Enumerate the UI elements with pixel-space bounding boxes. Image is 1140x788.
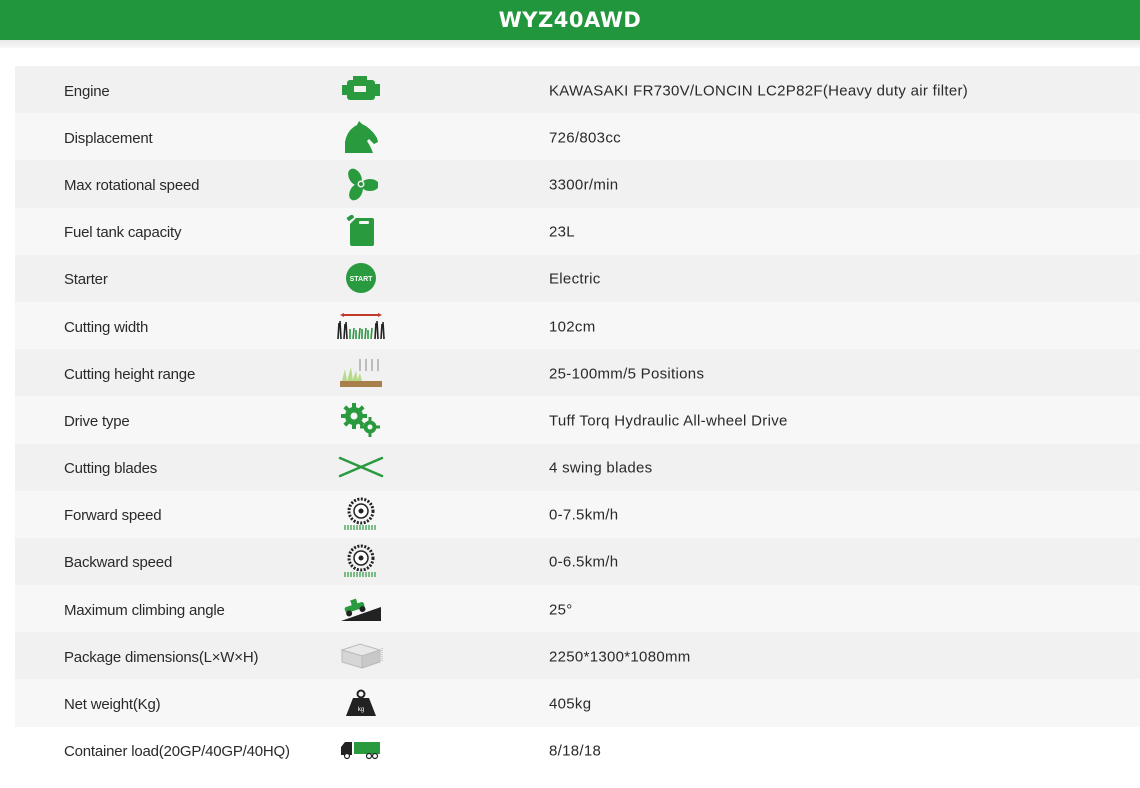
spec-row-max-rotational-speed xyxy=(15,160,1140,207)
spec-label: Container load(20GP/40GP/40HQ) xyxy=(64,743,290,761)
spec-value: Electric xyxy=(549,270,601,288)
spec-label: Cutting blades xyxy=(64,460,158,478)
spec-label: Drive type xyxy=(64,413,130,431)
spec-value: Tuff Torq Hydraulic All-wheel Drive xyxy=(549,412,788,430)
spec-table xyxy=(15,66,1140,774)
spec-value: 25° xyxy=(549,601,573,619)
truck-icon xyxy=(336,733,386,767)
weight-icon xyxy=(336,686,386,720)
spec-value: 0-7.5km/h xyxy=(549,506,619,524)
spec-row-package-dimensions xyxy=(15,632,1140,679)
spec-label: Net weight(Kg) xyxy=(64,696,161,714)
spec-row-displacement xyxy=(15,113,1140,160)
start-icon-text: START xyxy=(349,276,373,284)
spec-value: 102cm xyxy=(549,317,596,335)
spec-value: 726/803cc xyxy=(549,129,621,147)
spec-label: Cutting width xyxy=(64,318,149,336)
header-divider xyxy=(0,40,1140,48)
spec-row-fuel-tank-capacity xyxy=(15,208,1140,255)
spec-value: 8/18/18 xyxy=(549,742,602,760)
spec-label: Forward speed xyxy=(64,507,162,525)
start-button-icon xyxy=(336,261,386,295)
spec-row-cutting-blades xyxy=(15,444,1140,491)
spec-row-net-weight xyxy=(15,679,1140,726)
spec-row-starter xyxy=(15,255,1140,302)
spec-value: 2250*1300*1080mm xyxy=(549,648,691,666)
spec-label: Backward speed xyxy=(64,554,173,572)
spec-row-cutting-width xyxy=(15,302,1140,349)
engine-icon xyxy=(336,73,386,107)
spec-row-forward-speed xyxy=(15,491,1140,538)
spec-row-container-load xyxy=(15,727,1140,774)
spec-label: Starter xyxy=(64,271,108,289)
cutting-width-icon xyxy=(336,309,386,343)
spec-value: 3300r/min xyxy=(549,176,619,194)
slope-mower-icon xyxy=(336,592,386,626)
fan-icon xyxy=(336,167,386,201)
gears-icon xyxy=(336,403,386,437)
spec-row-cutting-height-range xyxy=(15,349,1140,396)
spec-value: 25-100mm/5 Positions xyxy=(549,365,705,383)
spec-label: Max rotational speed xyxy=(64,177,200,195)
crossed-blades-icon xyxy=(336,450,386,484)
spec-value: 0-6.5km/h xyxy=(549,553,619,571)
spec-row-drive-type xyxy=(15,396,1140,443)
fuel-can-icon xyxy=(336,214,386,248)
spec-value: 4 swing blades xyxy=(549,459,653,477)
spec-label: Engine xyxy=(64,82,110,100)
page-title: WYZ40AWD xyxy=(498,8,642,32)
spec-value: 23L xyxy=(549,223,575,241)
header-bar xyxy=(0,0,1140,40)
spec-label: Maximum climbing angle xyxy=(64,601,225,619)
tire-backward-icon xyxy=(336,544,386,578)
grass-height-icon xyxy=(336,356,386,390)
spec-row-engine xyxy=(15,66,1140,113)
weight-icon-text: kg xyxy=(357,707,365,714)
spec-value: KAWASAKI FR730V/LONCIN LC2P82F(Heavy duty air filter) xyxy=(549,81,969,99)
spec-row-backward-speed xyxy=(15,538,1140,585)
spec-label: Cutting height range xyxy=(64,365,196,383)
spec-label: Displacement xyxy=(64,129,153,147)
spec-row-maximum-climbing-angle xyxy=(15,585,1140,632)
spec-label: Package dimensions(L×W×H) xyxy=(64,649,259,667)
tire-forward-icon xyxy=(336,497,386,531)
package-box-icon xyxy=(336,639,386,673)
spec-value: 405kg xyxy=(549,695,592,713)
horse-icon xyxy=(336,120,386,154)
spec-label: Fuel tank capacity xyxy=(64,224,182,242)
